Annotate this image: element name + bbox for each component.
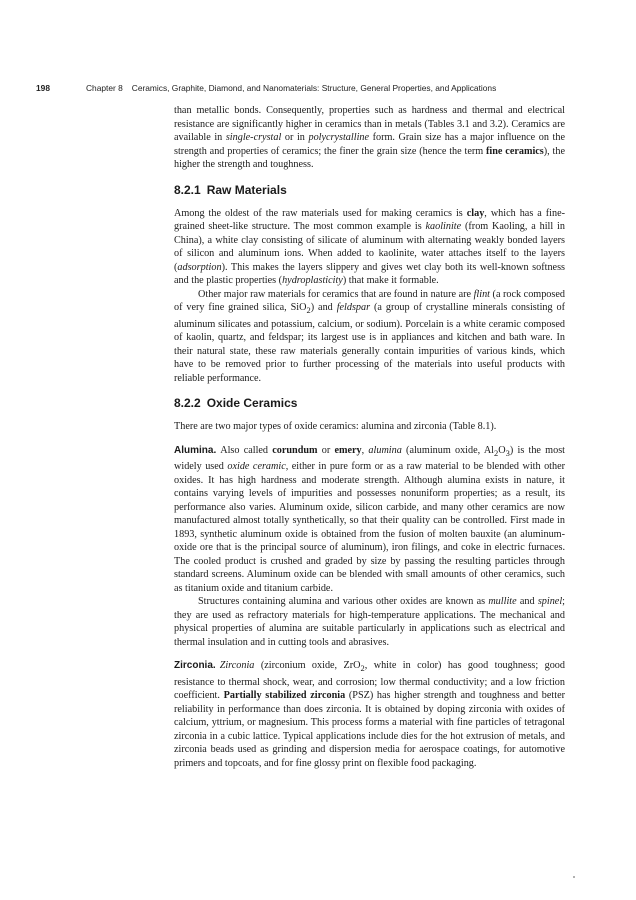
- section-heading-oxide-ceramics: 8.2.2 Oxide Ceramics: [174, 396, 298, 411]
- chapter-label: Chapter 8: [86, 83, 123, 93]
- alumina-run-in-heading: Alumina.: [174, 444, 217, 456]
- oxide-intro-paragraph: There are two major types of oxide ceramics: alumina and zirconia (Table 8.1).: [174, 421, 497, 433]
- section-heading-raw-materials: 8.2.1 Raw Materials: [174, 182, 287, 197]
- page-body: [174, 104, 565, 770]
- raw-materials-paragraph-2: Other major raw materials for ceramics that are found in nature are flint (a rock composed of very fine grained silica, SiO$_2$) and feldspar (a group of crystalline minerals consisting of aluminum silicates and potassium, calcium, or sodium). Porcelain is a white ceramic composed of kaolin, quartz, and feldspar; its largest use is in appliances and kitchen and bath ware. In their natural state, these raw materials generally contain impurities of various kinds, which have to be removed prior to further processing of the materials into useful products with reliable performance.: [174, 288, 566, 384]
- zirconia-run-in-heading: Zirconia.: [174, 660, 216, 672]
- running-header: [36, 83, 626, 93]
- alumina-paragraph-1: Alumina. Also called corundum or emery, alumina (aluminum oxide, $Al_2O_3$) is the most widely used oxide ceramic, either in pure form or as a raw material to be blended with other oxides. It has high hardness and moderate strength. Although alumina exists in nature, it contains varying levels of impurities and possesses nonuniform properties; as a result, its performance also varies. Aluminum oxide, silicon carbide, and many other ceramics are now manufactured almost totally synthetically, so that their quality can be controlled. First made in 1893, synthetic aluminum oxide is obtained from the fusion of molten bauxite (an aluminum-oxide ore that is the principal source of aluminum), iron filings, and coke in electric furnaces. The cooled product is crushed and graded by size by passing the resulting particles through standard screens. Aluminum oxide can be blended with small amounts of other ceramics, such as titanium oxide and titanium carbide.: [174, 444, 566, 594]
- page-number: 198: [36, 83, 50, 93]
- alumina-paragraph-2: Structures containing alumina and various other oxides are known as mullite and spinel; they are used as refractory materials for high-temperature applications. The mechanical and physical properties of alumina are suitable particularly in applications such as electrical and thermal insulation and in cutting tools and abrasives.: [174, 596, 565, 648]
- intro-paragraph: than metallic bonds. Consequently, properties such as hardness and thermal and electrical resistance are significantly higher in ceramics than in metals (Tables 3.1 and 3.2). Ceramics are available in single-crystal or in polycrystalline form. Grain size has a major influence on the strength and properties of ceramics; the finer the grain size (hence the term fine ceramics), the higher the strength and toughness.: [174, 105, 566, 170]
- zirconia-paragraph: Zirconia. Zirconia (zirconium oxide, ZrO$_2$, white in color) has good toughness; good resistance to thermal shock, wear, and corrosion; low thermal conductivity; and a low friction coefficient. Partially stabilized zirconia (PSZ) has higher strength and toughness and better reliability in performance than does zirconia. It is obtained by doping zirconia with oxides of calcium, yttrium, or magnesium. This process forms a material with fine particles of tetragonal zirconia in a cubic lattice. Typical applications include dies for the hot extrusion of metals, and zirconia beads used as grinding and dispersion media for aerospace coatings, for automotive primers and topcoats, and for fine glossy print on flexible food packaging.: [174, 660, 565, 769]
- chapter-title: Ceramics, Graphite, Diamond, and Nanomaterials: Structure, General Properties, and Applications: [131, 83, 497, 93]
- raw-materials-paragraph-1: Among the oldest of the raw materials used for making ceramics is clay, which has a fine-grained sheet-like structure. The most common example is kaolinite (from Kaoling, a hill in China), a white clay consisting of silicate of aluminum with alternating weakly bonded layers of silicon and aluminum ions. When added to kaolinite, water attaches itself to the layers (adsorption). This makes the layers slippery and gives wet clay both its well-known softness and the plastic properties (hydroplasticity) that make it formable.: [174, 207, 565, 286]
- scan-speck: [573, 876, 575, 878]
